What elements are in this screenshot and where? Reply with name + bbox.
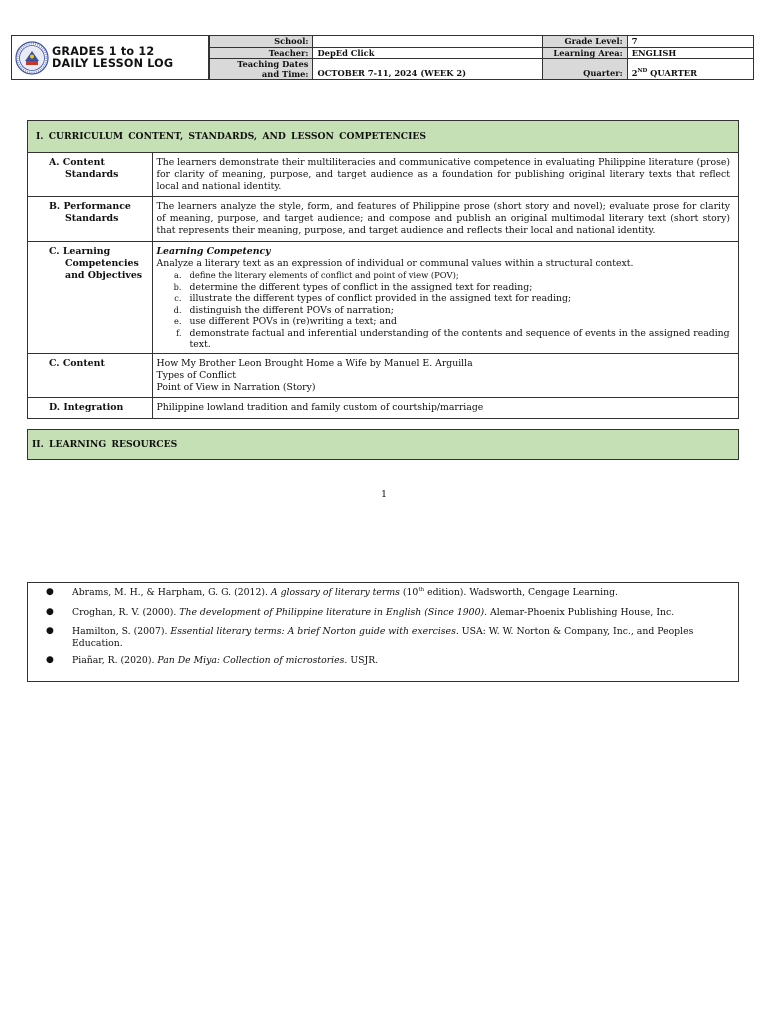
dll-title xyxy=(52,46,173,70)
label-line: A. Content xyxy=(49,157,105,168)
integration-row xyxy=(28,397,738,418)
reference-mid: USA: W. W. Norton & Company, Inc., and Peoples Education. xyxy=(72,626,694,649)
integration-text: Philippine lowland tradition and family custom of courtship/marriage xyxy=(152,397,738,418)
page-number: 1 xyxy=(380,489,388,500)
bullet-icon: ● xyxy=(46,626,54,636)
competencies-table xyxy=(28,152,738,418)
objective-letter: f. xyxy=(176,327,182,338)
integration-label: D. Integration xyxy=(28,397,152,418)
label-line: C. Learning xyxy=(49,246,111,257)
quarter-word: QUARTER xyxy=(647,68,697,78)
competencies-row xyxy=(28,242,738,354)
section-2-heading: II. LEARNING RESOURCES xyxy=(28,430,738,459)
objective-item xyxy=(157,270,731,282)
logo-cell xyxy=(12,36,209,79)
learning-competency-title: Learning Competency xyxy=(156,246,271,257)
reference-pre: Piañar, R. (2020). xyxy=(72,655,158,666)
quarter-value xyxy=(627,58,753,79)
objective-item xyxy=(157,328,731,351)
reference-text xyxy=(72,607,718,619)
content-line: Types of Conflict xyxy=(156,369,236,381)
objectives-list xyxy=(157,270,731,351)
reference-sup: th xyxy=(418,586,425,593)
references-box xyxy=(27,582,739,682)
reference-item xyxy=(46,587,718,599)
reference-pre: Abrams, M. H., & Harpham, G. G. (2012). xyxy=(72,587,271,598)
objective-item xyxy=(157,293,731,305)
reference-post: edition). Wadsworth, Cengage Learning. xyxy=(424,587,619,598)
grade-level-value: 7 xyxy=(627,36,753,47)
grade-level-label: Grade Level: xyxy=(542,36,627,47)
reference-text xyxy=(72,655,718,667)
bullet-icon: ● xyxy=(46,606,54,617)
label-line: B. Performance xyxy=(49,201,131,212)
content-line: How My Brother Leon Brought Home a Wife by Manuel E. Arguilla xyxy=(156,357,473,369)
competencies-label xyxy=(28,242,152,354)
deped-seal-icon xyxy=(15,41,49,75)
section-curriculum xyxy=(27,120,739,419)
objective-item xyxy=(157,282,731,294)
objective-letter: e. xyxy=(174,316,182,326)
content-standards-row xyxy=(28,153,738,197)
label-line: Standards xyxy=(65,169,119,180)
label-line: Standards xyxy=(65,213,119,224)
objective-letter: c. xyxy=(174,293,182,303)
reference-mid: USJR. xyxy=(347,655,379,666)
learning-area-value: ENGLISH xyxy=(627,47,753,58)
reference-title: The development of Philippine literature in English (Since 1900). xyxy=(179,606,488,618)
reference-item xyxy=(46,626,718,649)
references-list xyxy=(46,587,718,667)
header-info-table xyxy=(209,36,753,79)
reference-text xyxy=(72,626,718,649)
section-learning-resources xyxy=(27,429,739,460)
objective-text: demonstrate factual and inferential understanding of the contents and sequence of events in the assigned reading text. xyxy=(189,327,730,350)
objective-letter: b. xyxy=(173,281,182,292)
objective-letter: d. xyxy=(173,304,182,315)
reference-item xyxy=(46,607,718,619)
bullet-icon: ● xyxy=(46,587,54,597)
content-text xyxy=(152,353,738,397)
quarter-suffix: ND xyxy=(637,68,648,75)
teacher-value: DepEd Click xyxy=(313,47,542,58)
reference-pre: Hamilton, S. (2007). xyxy=(72,626,171,637)
objective-text: distinguish the different POVs of narration; xyxy=(189,304,394,316)
content-row xyxy=(28,353,738,397)
competencies-text xyxy=(152,242,738,354)
teaching-dates-label: Teaching Dates and Time: xyxy=(209,58,313,79)
objective-text: determine the different types of conflict in the assigned text for reading; xyxy=(189,281,533,293)
bullet-icon: ● xyxy=(46,655,54,665)
performance-standards-row xyxy=(28,197,738,242)
label-line: and Objectives xyxy=(65,270,143,281)
school-value xyxy=(313,36,542,47)
title-line-1: GRADES 1 to 12 xyxy=(52,44,155,58)
objective-text: illustrate the different types of conflict provided in the assigned text for reading; xyxy=(189,293,572,304)
objective-letter: a. xyxy=(174,270,182,280)
title-line-2: DAILY LESSON LOG xyxy=(52,56,174,70)
dll-header xyxy=(11,35,754,80)
reference-text xyxy=(72,587,718,599)
reference-title: A glossary of literary terms xyxy=(270,587,400,598)
reference-title: Pan De Miya: Collection of microstories. xyxy=(157,655,348,666)
objective-item xyxy=(157,316,731,328)
reference-title: Essential literary terms: A brief Norton guide with exercises. xyxy=(170,626,459,637)
teacher-label: Teacher: xyxy=(209,47,313,58)
content-label: C. Content xyxy=(28,353,152,397)
reference-mid: Alemar-Phoenix Publishing House, Inc. xyxy=(487,606,675,618)
content-line: Point of View in Narration (Story) xyxy=(156,381,316,393)
learning-competency-intro: Analyze a literary text as an expression of individual or communal values within a structural context. xyxy=(156,258,634,269)
objective-text: define the literary elements of conflict and point of view (POV); xyxy=(189,270,459,280)
performance-standards-text: The learners analyze the style, form, and features of Philippine prose (short story and novel); evaluate prose for clarity of meaning, purpose, and target audience; and compose and publish an original multimodal literary text (short story) that represents their meaning, purpose, and target audience and reflects their local and national identity. xyxy=(152,197,738,242)
section-1-heading: I. CURRICULUM CONTENT, STANDARDS, AND LESSON COMPETENCIES xyxy=(28,121,738,152)
content-standards-label xyxy=(28,153,152,197)
reference-item xyxy=(46,655,718,667)
reference-mid: (10 xyxy=(399,587,419,598)
teaching-dates-value: OCTOBER 7-11, 2024 (WEEK 2) xyxy=(313,58,542,79)
quarter-label: Quarter: xyxy=(542,58,627,79)
learning-area-label: Learning Area: xyxy=(542,47,627,58)
quarter-number: 2 xyxy=(631,68,638,78)
performance-standards-label xyxy=(28,197,152,242)
objective-text: use different POVs in (re)writing a text; and xyxy=(189,316,397,327)
label-line: Competencies xyxy=(65,258,139,269)
objective-item xyxy=(157,305,731,317)
reference-pre: Croghan, R. V. (2000). xyxy=(72,606,180,618)
school-label: School: xyxy=(209,36,313,47)
content-standards-text: The learners demonstrate their multiliteracies and communicative competence in evaluating Philippine literature (prose) for clarity of meaning, purpose, and target audience as a foundation for publishing original literary texts that reflect local and national identity. xyxy=(152,153,738,197)
